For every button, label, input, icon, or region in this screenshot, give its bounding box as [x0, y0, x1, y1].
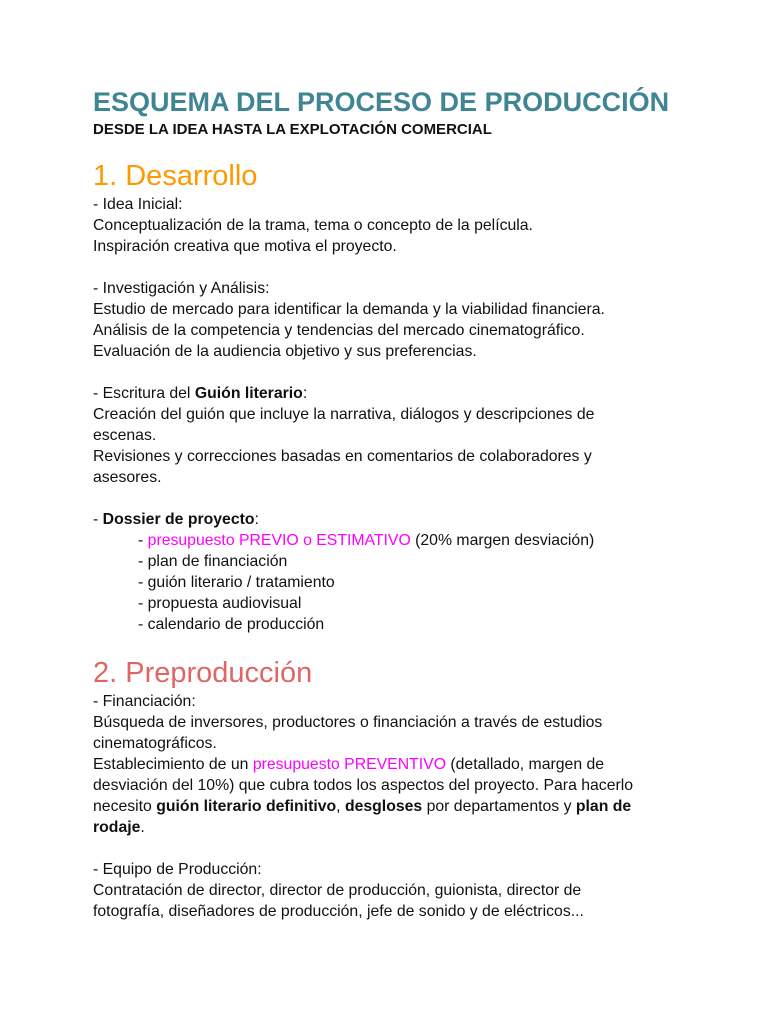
- dossier-label-prefix: -: [93, 511, 103, 528]
- document-title: ESQUEMA DEL PROCESO DE PRODUCCIÓN: [93, 87, 670, 117]
- dossier-item: - plan de financiación: [138, 553, 288, 570]
- blank-line: [93, 257, 693, 278]
- dossier-label: [93, 509, 693, 530]
- bold-term: guión literario definitivo: [156, 798, 337, 815]
- text-run: por departamentos y: [422, 798, 576, 815]
- dossier-item-suffix: (20% margen desviación): [410, 532, 595, 549]
- script-label-prefix: - Escritura del: [93, 385, 195, 402]
- team-line: fotografía, diseñadores de producción, jefe de sonido y de eléctricos...: [93, 903, 584, 920]
- script-line: Creación del guión que incluye la narrativa, diálogos y descripciones de: [93, 406, 595, 423]
- dossier-label-bold: Dossier de proyecto: [102, 511, 255, 528]
- document-subtitle: DESDE LA IDEA HASTA LA EXPLOTACIÓN COMERCIAL: [93, 121, 492, 138]
- text-run: ,: [336, 798, 345, 815]
- research-label: - Investigación y Análisis:: [93, 280, 270, 297]
- dossier-item-budget: [93, 530, 693, 551]
- section-heading-preproduccion: 2. Preproducción: [93, 657, 313, 689]
- section-heading-desarrollo: 1. Desarrollo: [93, 160, 258, 192]
- financing-budget-paragraph: [93, 754, 683, 838]
- budget-highlight: presupuesto PREVENTIVO: [252, 756, 446, 773]
- dossier-item: - propuesta audiovisual: [138, 595, 302, 612]
- dossier-item-prefix: -: [138, 532, 148, 549]
- research-line: Análisis de la competencia y tendencias del mercado cinematográfico.: [93, 322, 585, 339]
- script-label-suffix: :: [302, 385, 308, 402]
- bold-term: plan de rodaje: [93, 798, 632, 836]
- financing-label: - Financiación:: [93, 693, 196, 710]
- team-line: Contratación de director, director de producción, guionista, director de: [93, 882, 582, 899]
- dossier-label-suffix: :: [254, 511, 259, 528]
- financing-line: Búsqueda de inversores, productores o financiación a través de estudios: [93, 714, 603, 731]
- script-label: [93, 383, 693, 404]
- blank-line: [93, 362, 693, 383]
- script-line: Revisiones y correcciones basadas en comentarios de colaboradores y: [93, 448, 592, 465]
- dossier-item: - calendario de producción: [138, 616, 325, 633]
- idea-line: Inspiración creativa que motiva el proyecto.: [93, 238, 397, 255]
- dossier-item-highlight: presupuesto PREVIO o ESTIMATIVO: [147, 532, 411, 549]
- idea-label: - Idea Inicial:: [93, 196, 183, 213]
- text-run: Establecimiento de un: [93, 756, 253, 773]
- script-line: asesores.: [93, 469, 162, 486]
- research-line: Estudio de mercado para identificar la demanda y la viabilidad financiera.: [93, 301, 605, 318]
- blank-line: [93, 488, 693, 509]
- research-line: Evaluación de la audiencia objetivo y sus preferencias.: [93, 343, 477, 360]
- bold-term: desgloses: [344, 798, 423, 815]
- financing-line: cinematográficos.: [93, 735, 217, 752]
- text-run: .: [140, 819, 145, 836]
- team-label: - Equipo de Producción:: [93, 861, 262, 878]
- idea-line: Conceptualización de la trama, tema o concepto de la película.: [93, 217, 533, 234]
- section-preproduccion-body: [93, 691, 693, 922]
- blank-line: [93, 838, 693, 859]
- document-content: [93, 84, 693, 922]
- text-run: (detallado, margen de desviación del 10%) que cubra todos los aspectos del proyecto. Para hacerlo necesito: [93, 756, 634, 815]
- script-label-bold: Guión literario: [194, 385, 303, 402]
- section-desarrollo-body: [93, 194, 693, 635]
- script-line: escenas.: [93, 427, 157, 444]
- dossier-item: - guión literario / tratamiento: [138, 574, 335, 591]
